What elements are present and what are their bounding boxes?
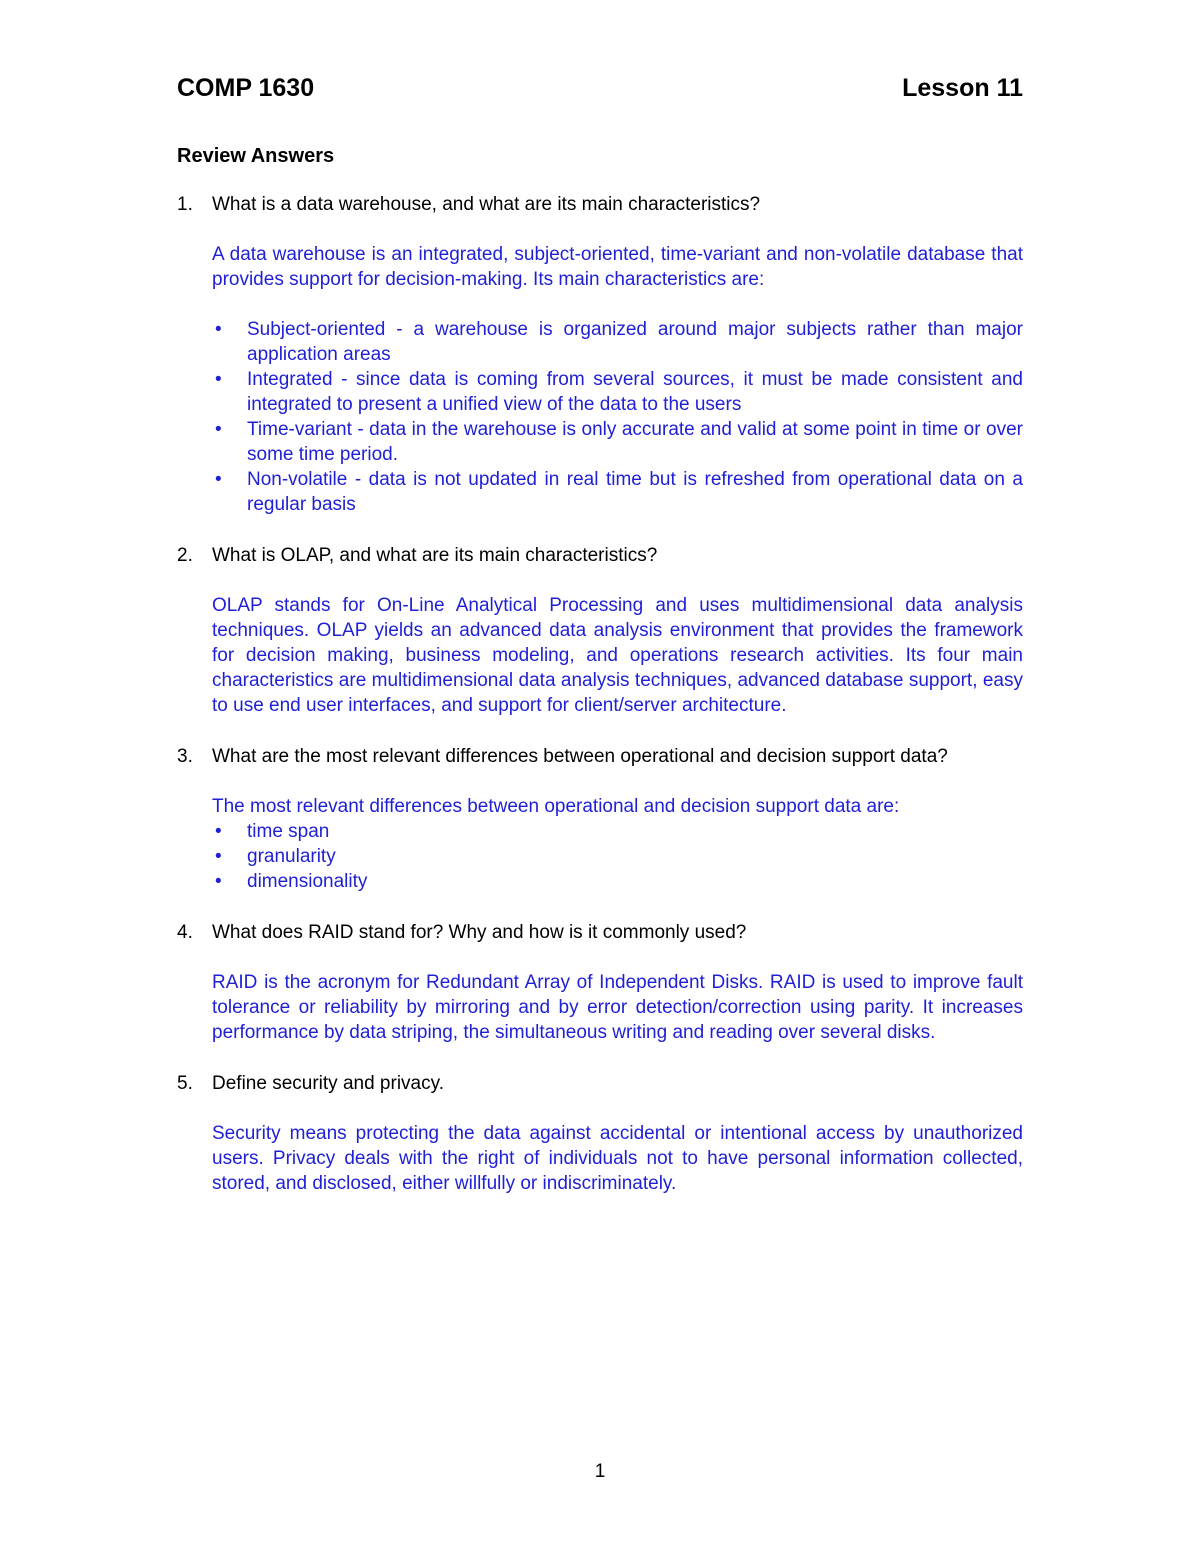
question-5	[177, 1071, 1023, 1096]
bullet-icon: •	[215, 846, 222, 867]
question-text: What is a data warehouse, and what are its main characteristics?	[212, 194, 761, 215]
question-text: What are the most relevant differences between operational and decision support data?	[212, 746, 948, 767]
differences-list	[212, 819, 1023, 894]
bullet-icon: •	[215, 419, 222, 440]
course-code: COMP 1630	[177, 74, 315, 102]
answer-text: OLAP stands for On-Line Analytical Processing and uses multidimensional data analysis techniques. OLAP yields an advanced data analysis environment that provides the framework for decision making, business modeling, and operations research activities. Its four main characteristics are multidimensional data analysis techniques, advanced database support, easy to use end user interfaces, and support for client/server architecture.	[212, 595, 1023, 716]
question-1	[177, 192, 1023, 217]
question-text: Define security and privacy.	[212, 1073, 444, 1094]
page-number: 1	[594, 1461, 606, 1482]
question-4	[177, 920, 1023, 945]
question-text: What does RAID stand for? Why and how is it commonly used?	[212, 922, 747, 943]
list-item: • Time-variant - data in the warehouse is only accurate and valid at some point in time or over some time period.	[215, 419, 1023, 465]
lesson-number: Lesson 11	[902, 74, 1023, 102]
answer-text: The most relevant differences between operational and decision support data are:	[212, 796, 900, 817]
question-3	[177, 744, 1023, 769]
page-header	[177, 70, 1023, 106]
answer-4	[212, 970, 1023, 1045]
answer-2	[212, 593, 1023, 718]
answer-text: RAID is the acronym for Redundant Array of Independent Disks. RAID is used to improve fault tolerance or reliability by mirroring and by error detection/correction using parity. It increases performance by data striping, the simultaneous writing and reading over several disks.	[212, 972, 1023, 1043]
list-item: • granularity	[215, 846, 336, 867]
list-item: • dimensionality	[215, 871, 368, 892]
list-item: • Integrated - since data is coming from several sources, it must be made consistent and integrated to present a unified view of the data to the users	[215, 369, 1023, 415]
bullet-icon: •	[215, 369, 222, 390]
question-text: What is OLAP, and what are its main characteristics?	[212, 545, 658, 566]
bullet-icon: •	[215, 821, 222, 842]
question-number: 1.	[177, 194, 193, 215]
answer-5	[212, 1121, 1023, 1196]
bullet-icon: •	[215, 871, 222, 892]
question-number: 3.	[177, 746, 193, 767]
list-item: • Subject-oriented - a warehouse is organized around major subjects rather than major application areas	[215, 319, 1023, 365]
question-number: 2.	[177, 545, 193, 566]
answer-3	[212, 794, 1023, 894]
answer-text: A data warehouse is an integrated, subject-oriented, time-variant and non-volatile database that provides support for decision-making. Its main characteristics are:	[212, 244, 1023, 290]
question-2	[177, 543, 1023, 568]
review-content	[177, 192, 1023, 1196]
bullet-icon: •	[215, 469, 222, 490]
question-number: 4.	[177, 922, 193, 943]
answer-text: Security means protecting the data against accidental or intentional access by unauthorized users. Privacy deals with the right of individuals not to have personal information collected, stored, and disclosed, either willfully or indiscriminately.	[212, 1123, 1023, 1194]
list-item: • Non-volatile - data is not updated in real time but is refreshed from operational data on a regular basis	[215, 469, 1023, 515]
characteristics-list	[212, 317, 1023, 517]
question-number: 5.	[177, 1073, 193, 1094]
section-title: Review Answers	[177, 145, 335, 167]
answer-1	[212, 242, 1023, 517]
list-item: • time span	[215, 821, 330, 842]
bullet-icon: •	[215, 319, 222, 340]
